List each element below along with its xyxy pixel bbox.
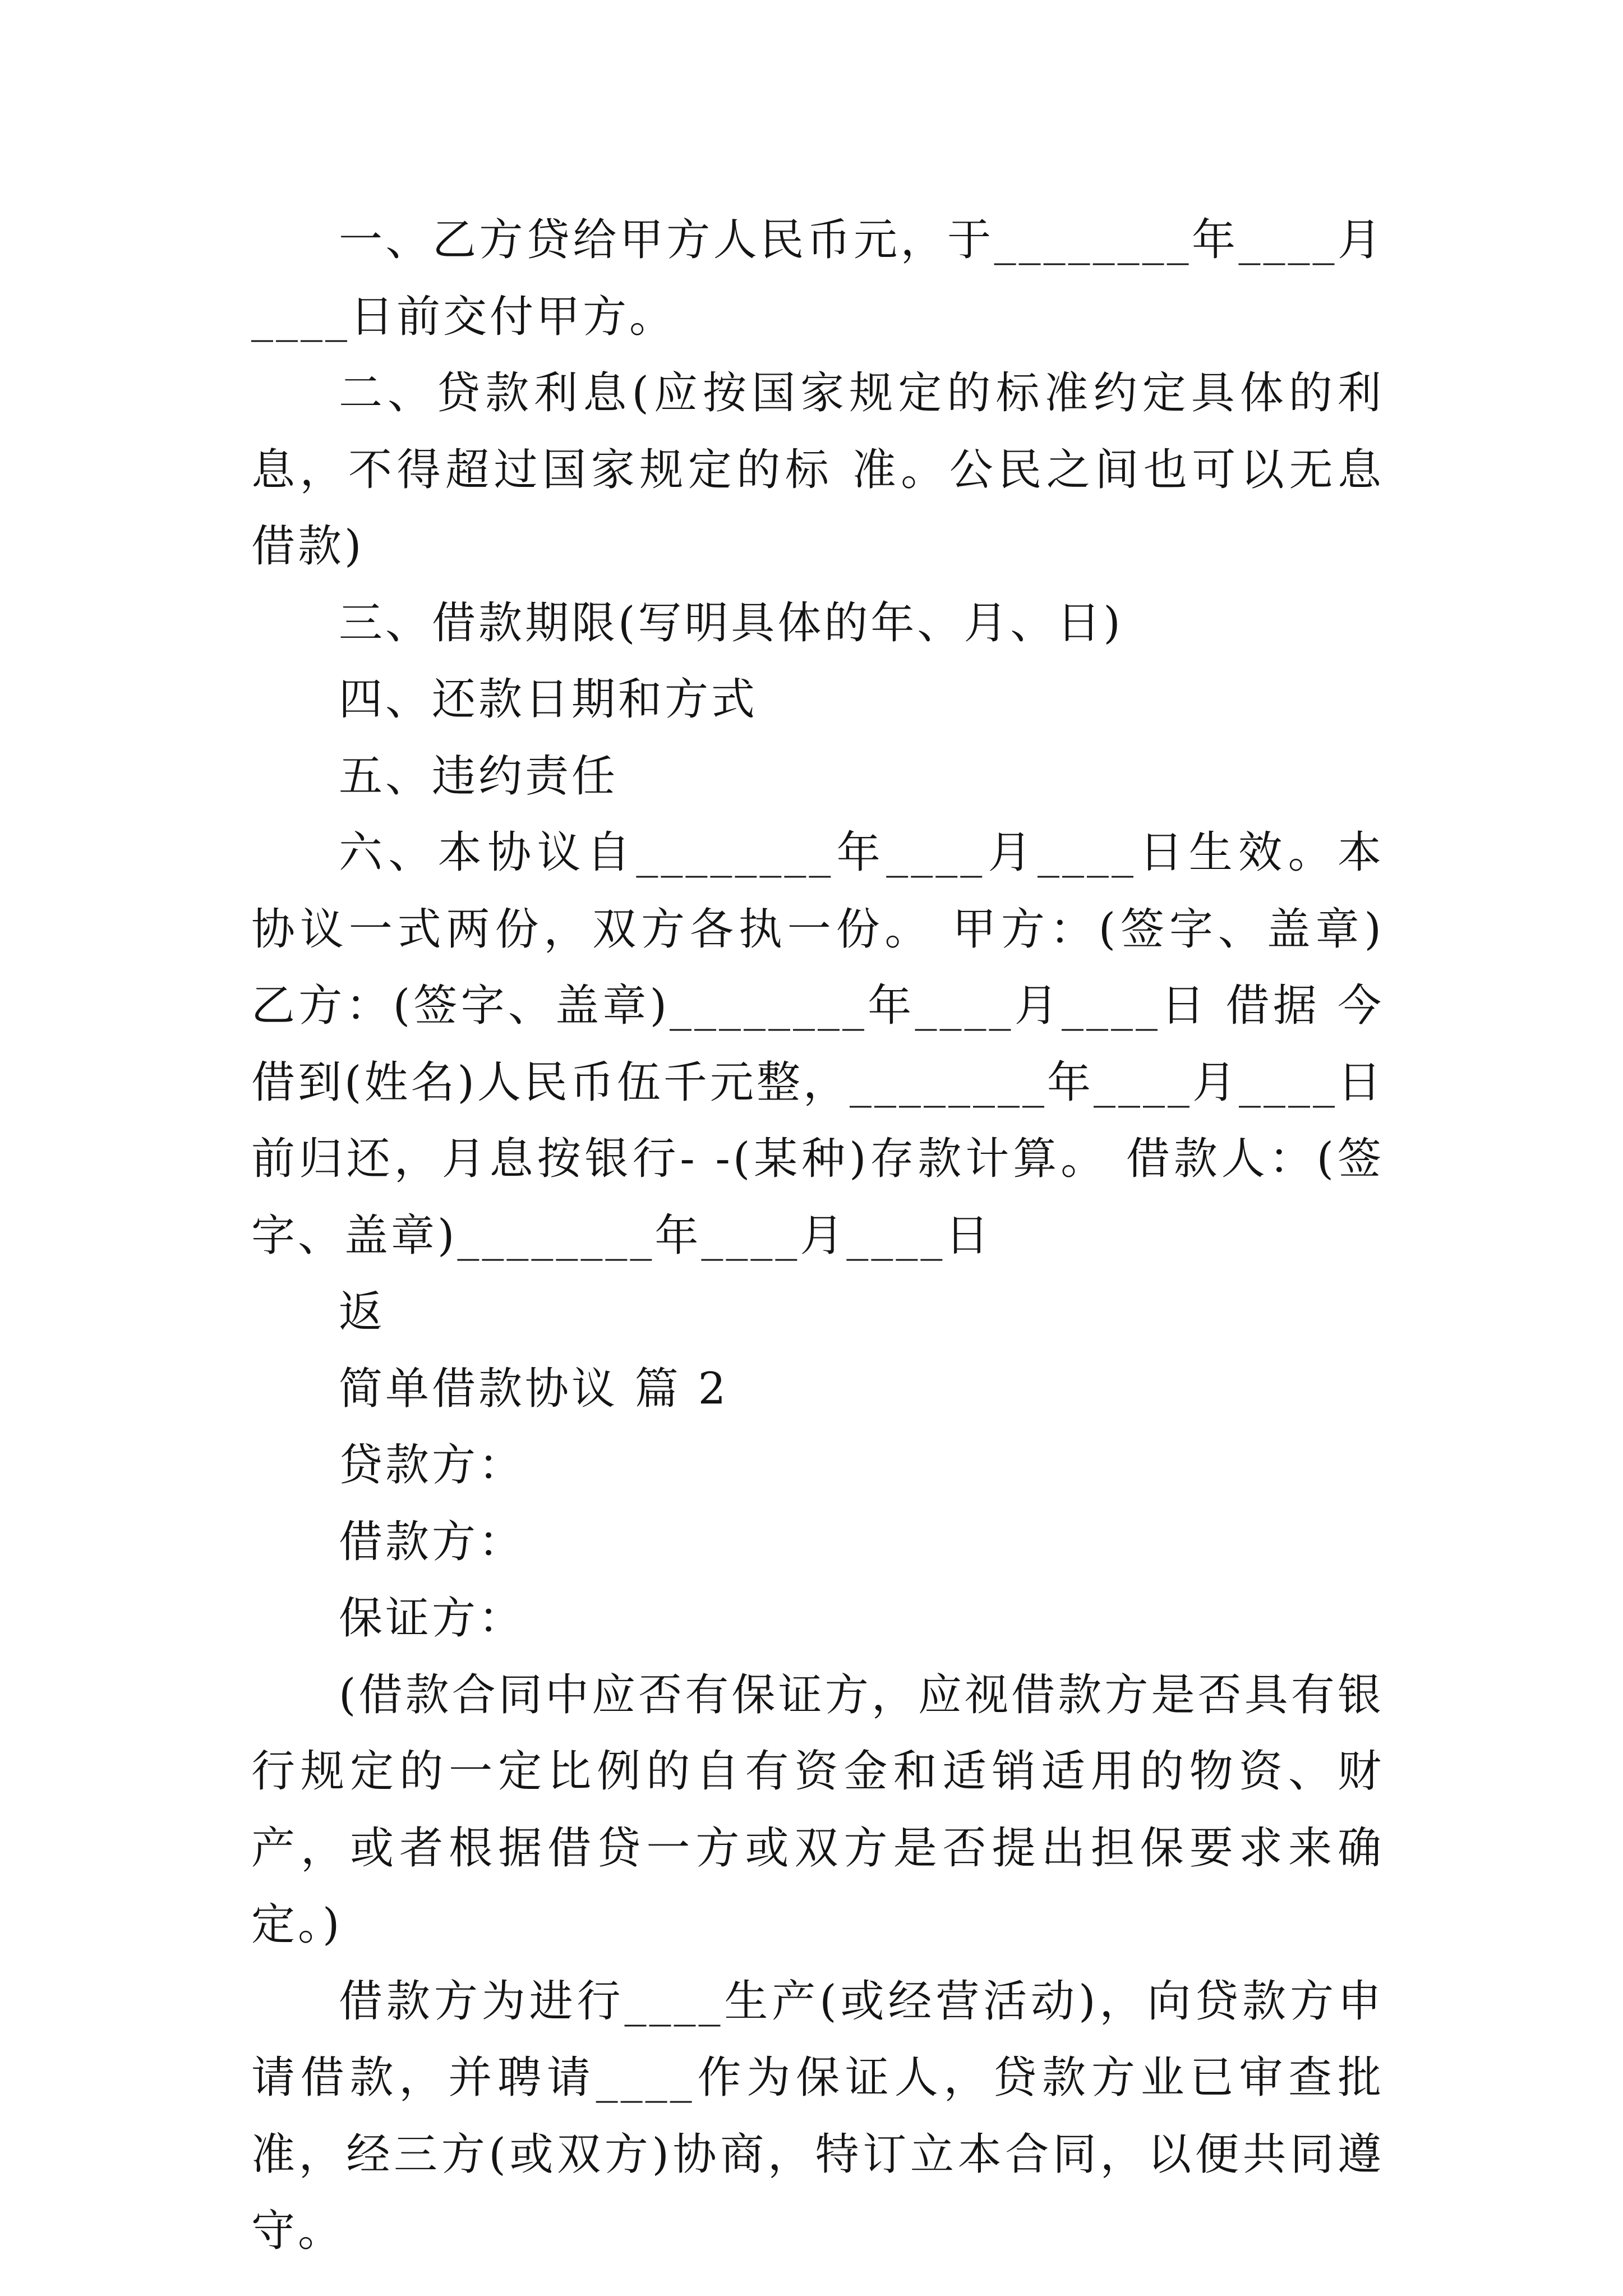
paragraph-interest: 二、贷款利息(应按国家规定的标准约定具体的利息，不得超过国家规定的标 准。公民之间也可以无息借款) bbox=[251, 368, 1384, 572]
paragraph-effective-and-iou: 六、本协议自________年____月____日生效。本协议一式两份，双方各执一份。 甲方：(签字、盖章) 乙方：(签字、盖章)________年____月____日 借据 今借到(姓名)人民币伍千元整，________年____月____日前归还，月息按银行- -(某种)存款计算。 借款人：(签字、盖章)________年____月____日 bbox=[251, 827, 1401, 1261]
paragraph-guarantor-note: (借款合同中应否有保证方，应视借款方是否具有银行规定的一定比例的自有资金和适销适用的物资、财产，或者根据借贷一方或双方是否提出担保要求来确定。) bbox=[251, 1669, 1384, 1950]
paragraph-repayment: 四、还款日期和方式 bbox=[339, 674, 758, 725]
paragraph-loan-amount: 一、乙方贷给甲方人民币元，于________年____月____日前交付甲方。 bbox=[251, 215, 1384, 342]
guarantor-label: 保证方： bbox=[339, 1593, 525, 1644]
return-text: 返 bbox=[339, 1287, 386, 1337]
lender-label: 贷款方： bbox=[339, 1440, 525, 1490]
borrower-label: 借款方： bbox=[339, 1516, 525, 1567]
document-body bbox=[251, 202, 1401, 2270]
section-heading: 简单借款协议 篇 2 bbox=[339, 1363, 729, 1414]
paragraph-liability: 五、违约责任 bbox=[339, 751, 619, 802]
paragraph-term: 三、借款期限(写明具体的年、月、日) bbox=[339, 597, 1123, 648]
paragraph-contract-purpose: 借款方为进行____生产(或经营活动)，向贷款方申请借款，并聘请____作为保证人，贷款方业已审查批准，经三方(或双方)协商，特订立本合同，以便共同遵守。 bbox=[251, 1976, 1384, 2256]
